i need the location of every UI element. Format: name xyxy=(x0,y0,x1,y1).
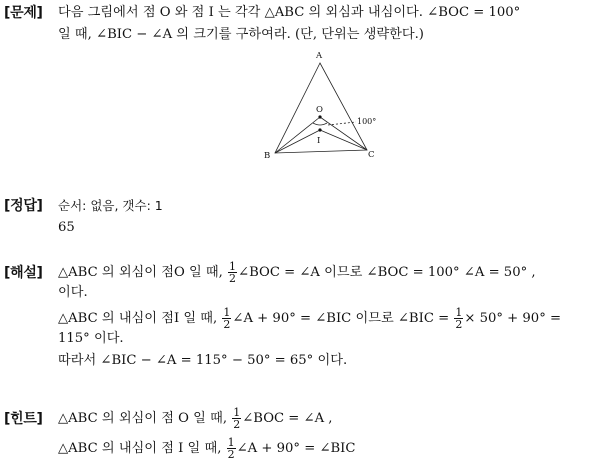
label-angle: 100° xyxy=(357,117,377,126)
fraction-den: 2 xyxy=(455,318,463,331)
hint-line-1 xyxy=(58,404,586,434)
hint-l2a: △ABC 의 내심이 점 I 일 때, xyxy=(58,441,226,456)
answer-body xyxy=(58,195,586,239)
solution-tag: [해설] xyxy=(4,265,43,281)
hint-body xyxy=(58,404,586,464)
label-c: C xyxy=(368,150,375,160)
label-a: A xyxy=(316,51,323,61)
solution-line-5: 따라서 ∠BIC − ∠A = 115° − 50° = 65° 이다. xyxy=(58,353,348,368)
solution-line-2: 이다. xyxy=(58,285,88,300)
answer-value: 65 xyxy=(58,220,75,235)
segment-ic xyxy=(320,130,367,150)
hint-line-2 xyxy=(58,434,586,464)
fraction-num: 1 xyxy=(227,436,235,449)
point-i xyxy=(318,128,321,131)
solution-l3b: ∠A + 90° = ∠BIC 이므로 ∠BIC = xyxy=(232,311,454,326)
fraction-num: 1 xyxy=(455,306,463,319)
solution-l3a: △ABC 의 내심이 점I 일 때, xyxy=(58,311,222,326)
fraction-num: 1 xyxy=(233,406,241,419)
fraction-den: 2 xyxy=(233,418,241,431)
fraction-half xyxy=(222,307,231,330)
fraction-den: 2 xyxy=(223,318,231,331)
label-b: B xyxy=(264,151,271,161)
hint-l1a: △ABC 의 외심이 점 O 일 때, xyxy=(58,411,232,426)
fraction-den: 2 xyxy=(229,272,237,285)
fraction-num: 1 xyxy=(223,306,231,319)
segment-ob xyxy=(275,117,320,153)
solution-body xyxy=(58,258,586,372)
fraction-num: 1 xyxy=(229,260,237,273)
solution-l1b: ∠BOC = ∠A 이므로 ∠BOC = 100° ∠A = 50° , xyxy=(238,265,536,280)
fraction-half xyxy=(227,437,236,460)
solution-l3c: × 50° + 90° = xyxy=(464,311,562,326)
label-o: O xyxy=(316,105,323,115)
label-i: I xyxy=(317,136,321,146)
segment-ib xyxy=(275,130,320,153)
problem-line-2: 일 때, ∠BIC − ∠A 의 크기를 구하여라. (단, 단위는 생략한다.) xyxy=(58,27,424,42)
fraction-half xyxy=(228,261,237,284)
answer-meta: 순서: 없음, 갯수: 1 xyxy=(58,198,163,213)
solution-l1a: △ABC 의 외심이 점O 일 때, xyxy=(58,265,228,280)
angle-arc xyxy=(313,123,327,125)
hint-tag: [힌트] xyxy=(4,411,43,427)
problem-line-1: 다음 그림에서 점 O 와 점 I 는 각각 △ABC 의 외심과 내심이다. ∠BOC = 100° xyxy=(58,5,521,20)
solution-line-4: 115° 이다. xyxy=(58,331,124,346)
answer-tag: [정답] xyxy=(4,198,43,214)
fraction-den: 2 xyxy=(227,448,235,461)
hint-l2b: ∠A + 90° = ∠BIC xyxy=(236,441,356,456)
point-o xyxy=(318,115,321,118)
fraction-half xyxy=(232,407,241,430)
problem-tag: [문제] xyxy=(4,5,43,21)
hint-l1b: ∠BOC = ∠A , xyxy=(242,411,333,426)
fraction-half xyxy=(454,307,463,330)
